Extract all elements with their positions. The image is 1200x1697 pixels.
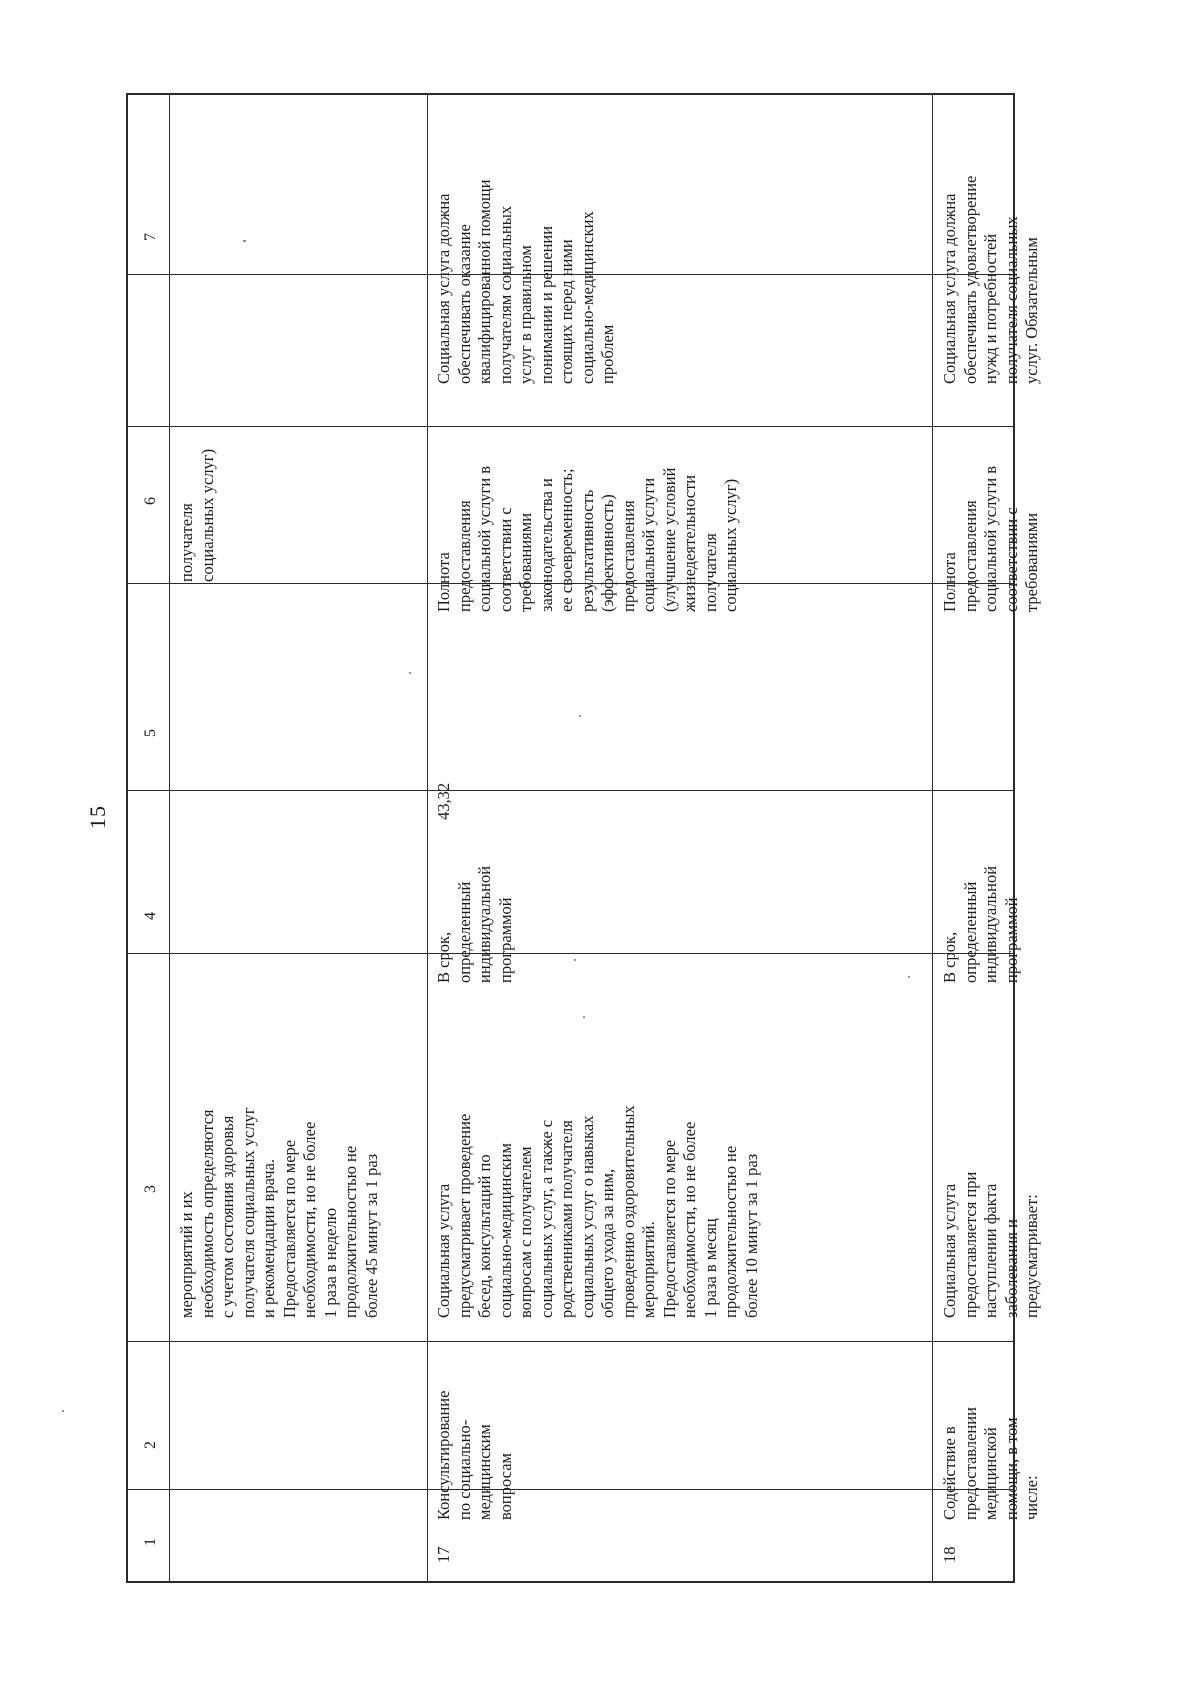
- scan-speck: [243, 240, 246, 242]
- page-number: 15: [85, 805, 110, 829]
- column-divider: [126, 1489, 1015, 1490]
- column-number-4: 4: [142, 912, 159, 920]
- column-divider: [126, 790, 1015, 791]
- row-18-indicators: Полнота предоставления социальной услуги в соответствии с требованиями: [940, 465, 1041, 612]
- scan-speck: [574, 959, 576, 961]
- scan-speck: [62, 1410, 64, 1412]
- column-number-6: 6: [142, 497, 159, 505]
- row-17-term: В срок, определенный индивидуальной программой: [434, 865, 515, 983]
- row-18-term: В срок, определенный индивидуальной программой: [940, 865, 1021, 983]
- row-18-number: 18: [940, 1546, 959, 1563]
- column-number-1: 1: [142, 1538, 159, 1546]
- column-divider: [126, 953, 1015, 954]
- row-17-indicators: Полнота предоставления социальной услуги в соответствии с требованиями законодательства и ее своевременность; результативность (эффективность) предоставления социальной услуги (улучшение условий жизнедеятельности получателя социальных услуг): [434, 465, 740, 612]
- row-divider: [932, 93, 933, 1583]
- row-continued-description: мероприятий и их необходимость определяются с учетом состояния здоровья получателя социальных услуг и рекомендации врача. Предоставляется по мере необходимости, но не более 1 раза в неделю продолжительностью не более 45 минут за 1 раз: [177, 1107, 381, 1318]
- row-17-description: Социальная услуга предусматривает проведение бесед, консультаций по социально-медицинским вопросам с получателем социальных услуг, а также с родственниками получателя социальных услуг о навыках общего ухода за ним, проведению оздоровительных мероприятий. Предоставляется по мере необходимости, но не более 1 раза в месяц продолжительностью не более 10 минут за 1 раз: [434, 1105, 761, 1318]
- column-divider: [126, 426, 1015, 427]
- column-number-3: 3: [142, 1185, 159, 1193]
- column-number-5: 5: [142, 729, 159, 737]
- column-divider: [126, 93, 1015, 95]
- column-divider: [126, 1341, 1015, 1342]
- scan-speck: [409, 672, 411, 674]
- row-18-conditions: Социальная услуга должна обеспечивать удовлетворение нужд и потребностей получателя социальных услуг. Обязательным: [940, 175, 1041, 384]
- row-divider: [169, 93, 170, 1583]
- column-number-7: 7: [142, 233, 159, 241]
- row-17-conditions: Социальная услуга должна обеспечивать оказание квалифицированной помощи получателям социальных услуг в правильном понимании и решении стоящих перед ними социально-медицинских проблем: [434, 179, 617, 384]
- row-18-description: Социальная услуга предоставляется при наступлении факта заболевания и предусматривает:: [940, 1171, 1041, 1318]
- scan-speck: [579, 715, 581, 717]
- scan-speck: [583, 1016, 585, 1018]
- row-continued-indicators: получателя социальных услуг): [177, 448, 217, 582]
- column-number-2: 2: [142, 1441, 159, 1449]
- scan-speck: [908, 976, 910, 978]
- row-17-name: Консультирование по социально- медицинским вопросам: [434, 1390, 515, 1520]
- row-18-name: Содействие в предоставлении медицинской помощи, в том числе:: [940, 1407, 1041, 1520]
- column-divider: [126, 1581, 1015, 1583]
- row-17-number: 17: [434, 1546, 453, 1563]
- row-17-price: 43,32: [434, 782, 453, 820]
- row-divider: [126, 93, 128, 1583]
- row-divider: [427, 93, 428, 1583]
